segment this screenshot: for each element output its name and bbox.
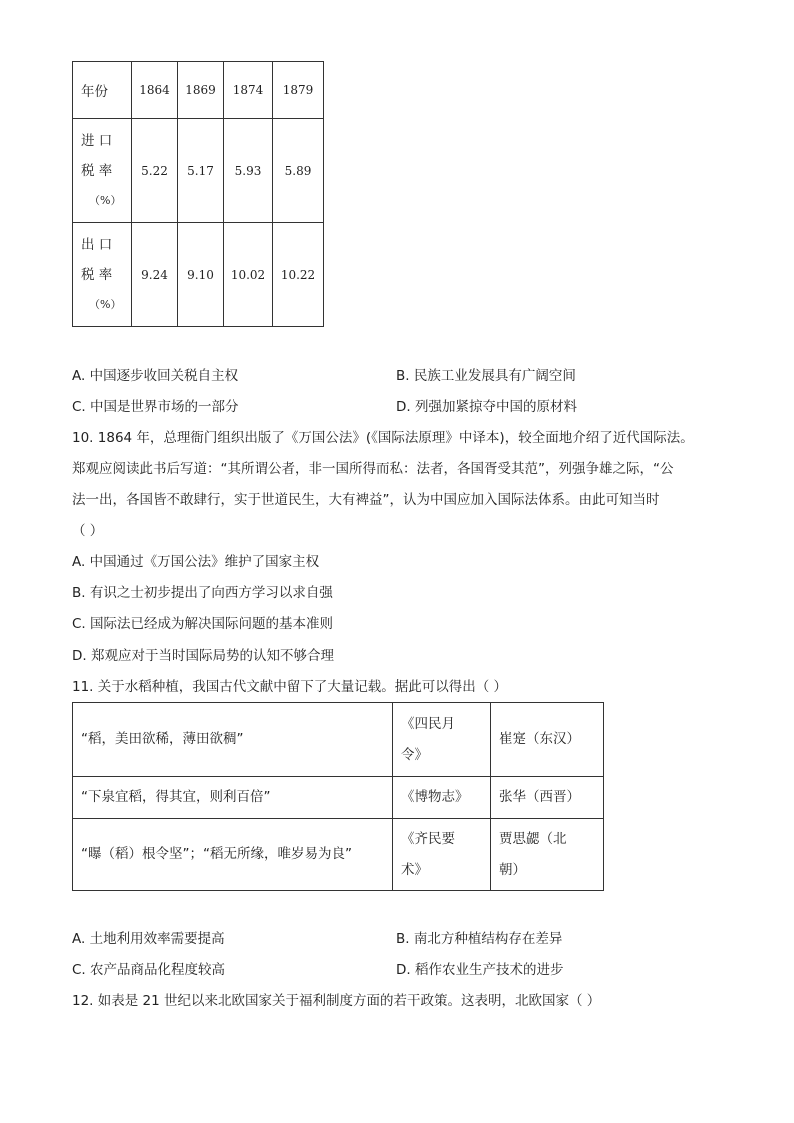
table-cell-author: 张华（西晋） bbox=[491, 777, 604, 819]
q11-option-d: D. 稻作农业生产技术的进步 bbox=[396, 962, 564, 978]
q10-option-d: D. 郑观应对于当时国际局势的认知不够合理 bbox=[72, 648, 334, 664]
author-line: 朝） bbox=[499, 861, 526, 878]
row-label-import bbox=[73, 119, 132, 223]
book-line: 令》 bbox=[401, 746, 428, 763]
q10-stem-line: 法一出，各国皆不敢肆行，实于世道民生，大有裨益”，认为中国应加入国际法体系。由此可知当时 bbox=[72, 492, 660, 508]
table-cell: 5.17 bbox=[178, 119, 224, 223]
label-line: 税 率 bbox=[81, 162, 113, 179]
q10-stem-line: 10. 1864 年，总理衙门组织出版了《万国公法》(《国际法原理》中译本)，较全面地介绍了近代国际法。 bbox=[72, 430, 694, 446]
table-cell: 9.24 bbox=[132, 223, 178, 327]
table-cell-author: 崔寔（东汉） bbox=[491, 703, 604, 777]
q10-stem-line: 郑观应阅读此书后写道：“其所谓公者，非一国所得而私：法者，各国胥受其范”，列强争雄之际，“公 bbox=[72, 461, 674, 477]
q12-stem: 12. 如表是 21 世纪以来北欧国家关于福利制度方面的若干政策。这表明，北欧国家（ ） bbox=[72, 993, 601, 1009]
q10-option-a: A. 中国通过《万国公法》维护了国家主权 bbox=[72, 554, 320, 570]
table-cell-quote: “稻，美田欲稀，薄田欲稠” bbox=[73, 703, 393, 777]
label-line: 税 率 bbox=[81, 266, 113, 283]
header-cell: 1864 bbox=[132, 62, 178, 119]
q9-option-a: A. 中国逐步收回关税自主权 bbox=[72, 368, 239, 384]
unit-label: （%） bbox=[89, 193, 122, 207]
q10-option-b: B. 有识之士初步提出了向西方学习以求自强 bbox=[72, 585, 333, 601]
table-header-row bbox=[73, 62, 324, 119]
table-cell: 5.22 bbox=[132, 119, 178, 223]
table-cell-quote: “下泉宜稻，得其宜，则利百倍” bbox=[73, 777, 393, 819]
q11-option-c: C. 农产品商品化程度较高 bbox=[72, 962, 226, 978]
author-line: 贾思勰（北 bbox=[499, 830, 567, 847]
table-cell: 5.89 bbox=[273, 119, 324, 223]
rice-records-table bbox=[72, 702, 604, 891]
q11-stem: 11. 关于水稻种植，我国古代文献中留下了大量记载。据此可以得出（ ） bbox=[72, 679, 508, 695]
table-row bbox=[73, 819, 604, 891]
table-cell: 9.10 bbox=[178, 223, 224, 327]
table-row-export bbox=[73, 223, 324, 327]
tax-rate-table bbox=[72, 61, 324, 327]
table-row bbox=[73, 703, 604, 777]
q9-option-d: D. 列强加紧掠夺中国的原材料 bbox=[396, 399, 577, 415]
book-line: 术》 bbox=[401, 861, 428, 878]
table-cell-author bbox=[491, 819, 604, 891]
table-cell: 10.02 bbox=[224, 223, 273, 327]
table-row bbox=[73, 777, 604, 819]
q11-option-a: A. 土地利用效率需要提高 bbox=[72, 931, 225, 947]
header-cell: 1879 bbox=[273, 62, 324, 119]
book-line: 《四民月 bbox=[401, 715, 455, 732]
header-cell-year: 年份 bbox=[73, 62, 132, 119]
table-cell-book bbox=[393, 703, 491, 777]
q10-answer-blank: （ ） bbox=[72, 523, 104, 539]
table-cell-book: 《博物志》 bbox=[393, 777, 491, 819]
header-cell: 1874 bbox=[224, 62, 273, 119]
q10-option-c: C. 国际法已经成为解决国际问题的基本准则 bbox=[72, 616, 334, 632]
label-line: 出 口 bbox=[81, 236, 113, 253]
table-row-import bbox=[73, 119, 324, 223]
book-line: 《齐民要 bbox=[401, 830, 455, 847]
table-cell-quote: “曝（稻）根令坚”；“稻无所缘，唯岁易为良” bbox=[73, 819, 393, 891]
label-line: 进 口 bbox=[81, 132, 113, 149]
table-cell-book bbox=[393, 819, 491, 891]
header-cell: 1869 bbox=[178, 62, 224, 119]
row-label-export bbox=[73, 223, 132, 327]
unit-label: （%） bbox=[89, 297, 122, 311]
table-cell: 5.93 bbox=[224, 119, 273, 223]
q11-option-b: B. 南北方种植结构存在差异 bbox=[396, 931, 563, 947]
q9-option-c: C. 中国是世界市场的一部分 bbox=[72, 399, 239, 415]
table-cell: 10.22 bbox=[273, 223, 324, 327]
q9-option-b: B. 民族工业发展具有广阔空间 bbox=[396, 368, 576, 384]
